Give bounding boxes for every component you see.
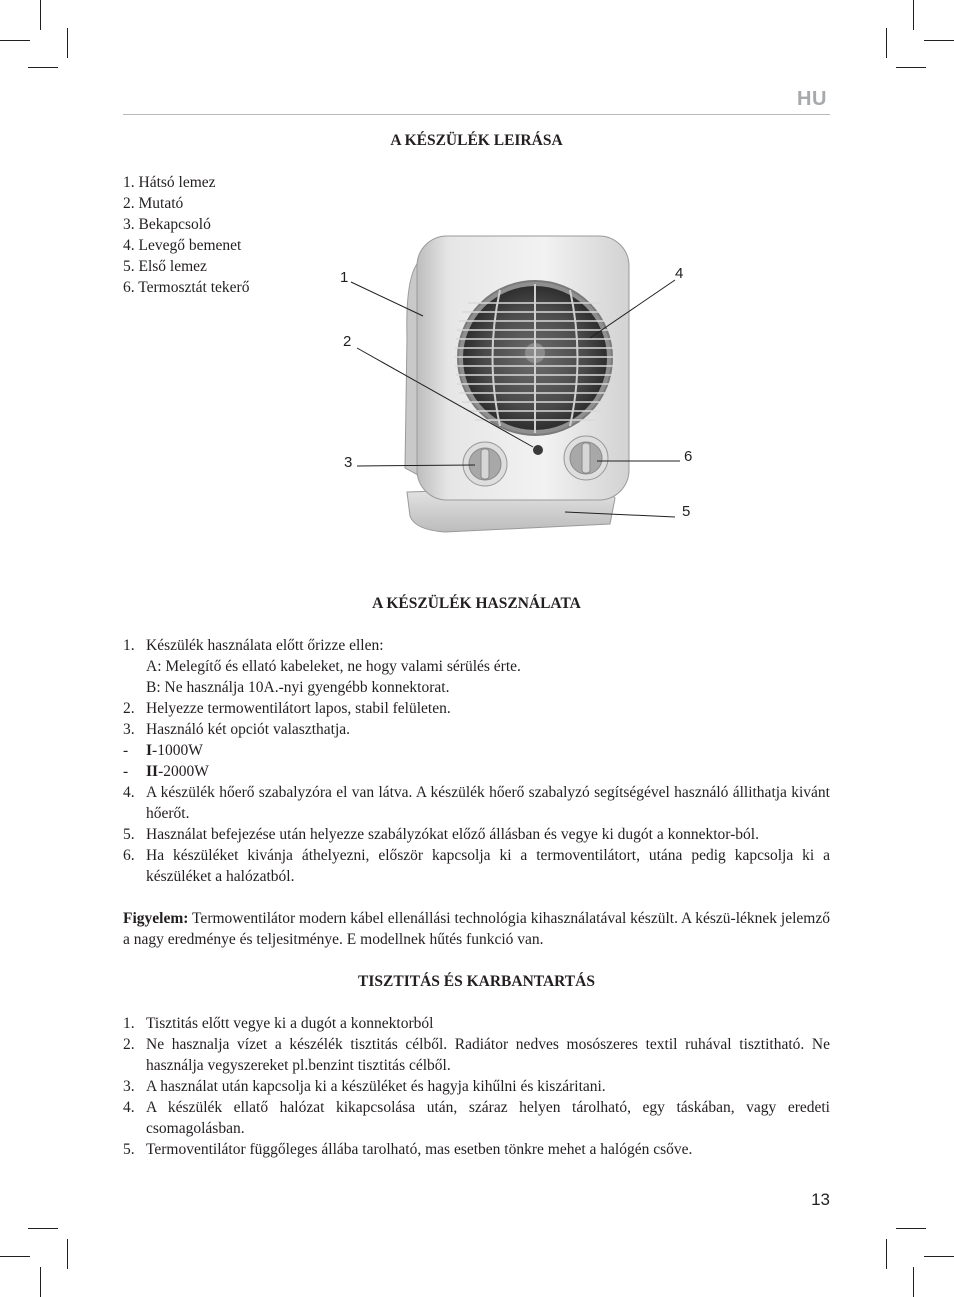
- list-item: 4. Levegő bemenet: [123, 237, 242, 254]
- list-item: 6. Ha készüléket kivánja áthelyezni, először kapcsolja ki a termoventilátort, utána pedig kapcsolja ki a készüléket a halózatból.: [123, 847, 830, 885]
- thermostat-knob: [564, 436, 608, 480]
- language-tag: HU: [797, 88, 827, 110]
- list-item: 4. A készülék hőerő szabalyzóra el van látva. A készülék hőerő szabalyzó segítségével használó állithatja kivánt hőerőt.: [123, 784, 830, 822]
- crop-mark: [886, 28, 887, 58]
- attention-note: Figyelem: Termowentilátor modern kábel ellenállási technológia kihasználatával készült. A készü-léknek jelemző a nagy eredménye és teljesitménye. E modellnek hűtés funkció van.: [123, 910, 830, 948]
- callout-label: 1: [340, 269, 349, 286]
- cleaning-heading: TISZTITÁS ÉS KARBANTARTÁS: [358, 973, 595, 990]
- usage-list: [123, 635, 830, 887]
- list-item: 5. Termoventilátor függőleges állába tarolható, mas esetben tönkre mehet a halógén csőve.: [123, 1141, 693, 1158]
- callout-label: 3: [344, 454, 353, 471]
- list-item: 4. A készülék ellatő halózat kikapcsolása után, száraz helyen tárolható, egy táskában, vagy eredeti csomagolásban.: [123, 1099, 830, 1137]
- list-item: 3. Használó két opciót valaszthatja.: [123, 721, 351, 738]
- crop-mark: [67, 28, 68, 58]
- usage-heading: A KÉSZÜLÉK HASZNÁLATA: [372, 595, 581, 612]
- list-item: 3. A használat után kapcsolja ki a készüléket és hagyja kihűlni és kiszáritani.: [123, 1078, 606, 1095]
- cleaning-list: [123, 1013, 830, 1160]
- list-item: 2. Helyezze termowentilátort lapos, stabil felületen.: [123, 700, 451, 717]
- crop-mark: [40, 0, 41, 30]
- crop-mark: [28, 1228, 58, 1229]
- description-heading: A KÉSZÜLÉK LEIRÁSA: [390, 132, 563, 149]
- callout-label: 5: [682, 503, 691, 520]
- crop-mark: [896, 1228, 926, 1229]
- callout-label: 2: [343, 333, 352, 350]
- list-item: 5. Használat befejezése után helyezze szabályzókat előző állásban és vegye ki dugót a konnektor-ból.: [123, 826, 759, 843]
- crop-mark: [924, 40, 954, 41]
- crop-mark: [40, 1267, 41, 1297]
- crop-mark: [0, 1256, 30, 1257]
- list-item: - I-1000W: [123, 742, 203, 759]
- callout-label: 6: [684, 448, 693, 465]
- crop-mark: [896, 67, 926, 68]
- list-item: 3. Bekapcsoló: [123, 216, 211, 233]
- power-switch-knob: [463, 442, 507, 486]
- list-item: - II-2000W: [123, 763, 209, 780]
- callout-label: 4: [675, 265, 684, 282]
- list-item: 6. Termosztát tekerő: [123, 279, 250, 296]
- list-item: 2. Mutató: [123, 195, 184, 212]
- crop-mark: [886, 1239, 887, 1269]
- list-item: 1. Tisztitás előtt vegye ki a dugót a konnektorból: [123, 1015, 434, 1032]
- list-item: 1. Készülék használata előtt őrizze ellen:: [123, 637, 384, 654]
- crop-mark: [913, 0, 914, 30]
- list-item: B: Ne használja 10A.-nyi gyengébb konnektorat.: [146, 679, 450, 696]
- fan-heater-illustration: [335, 228, 705, 538]
- crop-mark: [28, 67, 58, 68]
- indicator-light: [533, 445, 543, 455]
- header-rule: [123, 114, 830, 115]
- list-item: 2. Ne hasznalja vízet a készélék tisztitás célből. Radiátor nedves mosószeres textil ruhával tisztitható. Ne használja vegyszereket pl.benzint tisztitás célből.: [123, 1036, 830, 1074]
- list-item: 1. Hátsó lemez: [123, 174, 216, 191]
- crop-mark: [0, 40, 30, 41]
- page-number: 13: [811, 1190, 830, 1209]
- crop-mark: [67, 1239, 68, 1269]
- list-item: A: Melegítő és ellató kabeleket, ne hogy valami sérülés érte.: [146, 658, 521, 675]
- crop-mark: [924, 1256, 954, 1257]
- list-item: 5. Első lemez: [123, 258, 207, 275]
- crop-mark: [913, 1267, 914, 1297]
- parts-list: [123, 172, 249, 298]
